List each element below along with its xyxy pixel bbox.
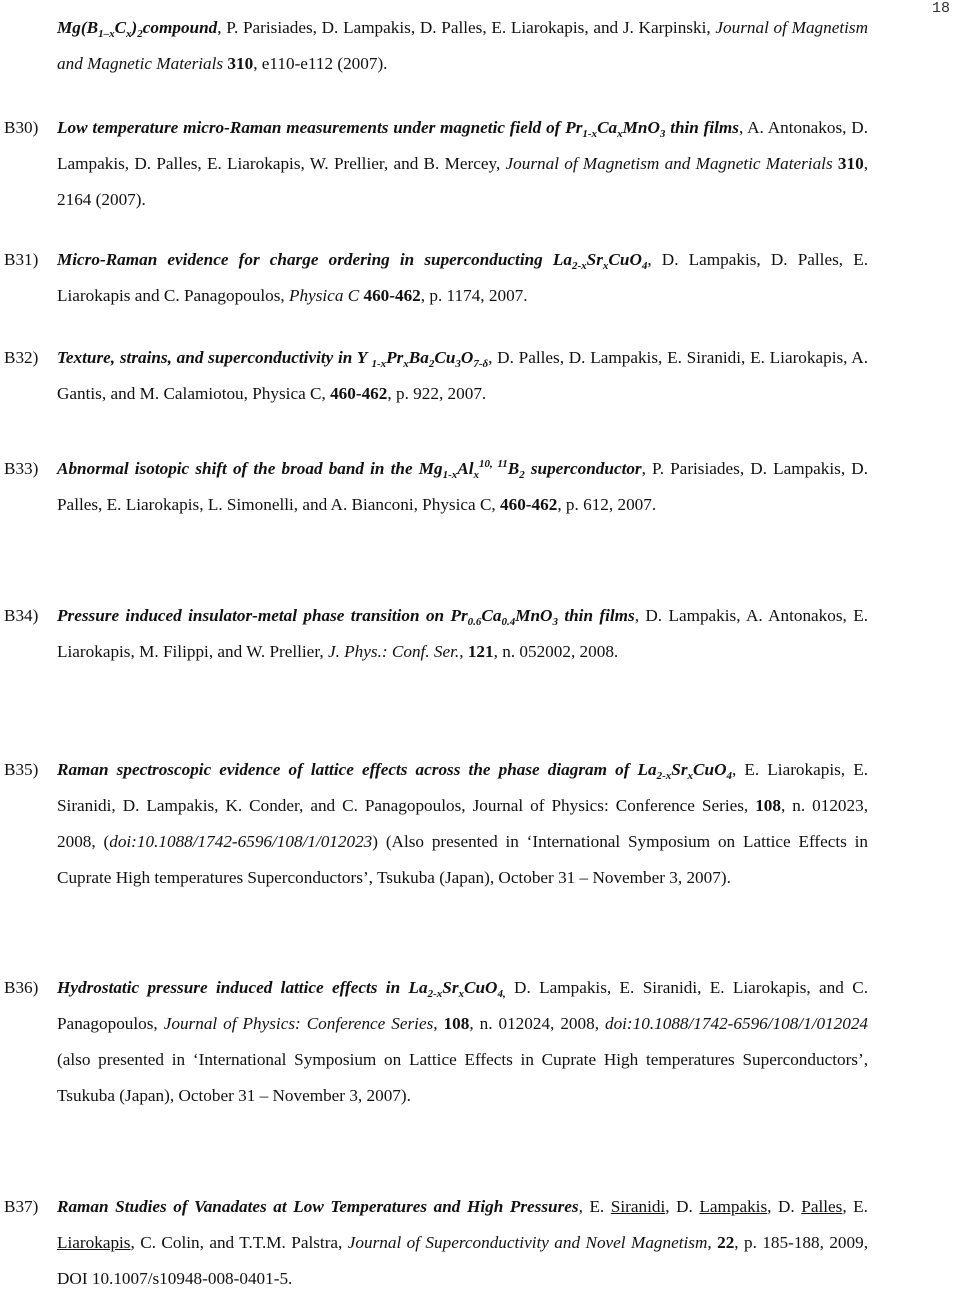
doi-link[interactable]: doi:10.1088/1742-6596/108/1/012023 [109, 832, 373, 851]
reference-title: Hydrostatic pressure induced lattice effects in $La_{2-x}Sr_xCuO_{4,}$ [57, 978, 506, 1000]
reference-id: B32) [4, 348, 39, 367]
reference-text: Abnormal isotopic shift of the broad band in the $Mg_{1-x}Al_x^{10, 11}B_2$ superconductor, P. Parisiades, D. Lampakis, D. Palles, E. Liarokapis, L. Simonelli, and A. Bianconi, Physica C, 460-462, p. 612, 2007. [57, 458, 868, 514]
reference-title: Micro-Raman evidence for charge ordering in superconducting $La_{2-x}Sr_xCuO_4$ [57, 250, 648, 272]
reference-title: Raman Studies of Vanadates at Low Temperatures and High Pressures [57, 1197, 579, 1216]
reference-id: B31) [4, 250, 39, 269]
volume: 108 [443, 1014, 470, 1033]
volume: 310 [837, 154, 864, 173]
reference-text: $Mg(B_{1-x}C_x)_2compound$, P. Parisiades, D. Lampakis, D. Palles, E. Liarokapis, and J. Karpinski, Journal of Magnetism and Magnetic Materials 310, e110-e112 (2007). [57, 18, 869, 73]
reference-title: Raman spectroscopic evidence of lattice effects across the phase diagram of $La_{2-x}Sr_xCuO_4$ [57, 760, 732, 782]
reference-title: $Mg(B_{1-x}C_x)_2compound$ [57, 18, 218, 40]
journal-name: Physica C [289, 286, 360, 305]
doi-link[interactable]: doi:10.1088/1742-6596/108/1/012024 [604, 1014, 869, 1033]
journal-name: Journal of Physics: Conference Series [163, 1014, 434, 1033]
page-number: 18 [931, 0, 950, 17]
volume: 121 [467, 642, 494, 661]
author-underlined: Liarokapis [57, 1233, 131, 1252]
journal-name: J. Phys.: Conf. Ser. [327, 642, 460, 661]
reference-text: Pressure induced insulator-metal phase transition on $Pr_{0.6}Ca_{0.4}MnO_3$ thin films, D. Lampakis, A. Antonakos, E. Liarokapis, M. Filippi, and W. Prellier, J. Phys.: Conf. Ser., 121, n. 052002, 2008. [57, 606, 868, 661]
reference-id: B37) [4, 1197, 39, 1216]
reference-id: B36) [4, 978, 39, 997]
reference-id: B34) [4, 606, 39, 625]
volume: 22 [717, 1233, 735, 1252]
journal-name: Journal of Superconductivity and Novel Magnetism [347, 1233, 708, 1252]
reference-title: Texture, strains, and superconductivity in Y $_{1-x}Pr_xBa_2Cu_3O_{7-\delta}$ [57, 348, 489, 370]
reference-text: Raman spectroscopic evidence of lattice effects across the phase diagram of $La_{2-x}Sr_xCuO_4$, E. Liarokapis, E. Siranidi, D. Lampakis, K. Conder, and C. Panagopoulos, Journal of Physics: Conference Series, 108, n. 012023, 2008, (doi:10.1088/1742-6596/108/1/012023) (Also presented in ‘International Symposium on Lattice Effects in Cuprate High temperatures Superconductors’, Tsukuba (Japan), October 31 – November 3, 2007). [57, 760, 868, 887]
volume: 460-462 [330, 384, 388, 403]
reference-text: Hydrostatic pressure induced lattice effects in $La_{2-x}Sr_xCuO_{4,}$ D. Lampakis, E. Siranidi, E. Liarokapis, and C. Panagopoulos, Journal of Physics: Conference Series, 108, n. 012024, 2008, doi:10.1088/1742-6596/108/1/012024 (also presented in ‘International Symposium on Lattice Effects in Cuprate High temperatures Superconductors’, Tsukuba (Japan), October 31 – November 3, 2007). [57, 978, 869, 1105]
reference-title: Pressure induced insulator-metal phase transition on $Pr_{0.6}Ca_{0.4}MnO_3$ thin films [57, 606, 635, 628]
reference-title: Abnormal isotopic shift of the broad band in the $Mg_{1-x}Al_x^{10, 11}B_2$ superconductor [57, 458, 642, 481]
reference-text: Micro-Raman evidence for charge ordering in superconducting $La_{2-x}Sr_xCuO_4$, D. Lampakis, D. Palles, E. Liarokapis and C. Panagopoulos, Physica C 460-462, p. 1174, 2007. [57, 250, 868, 305]
reference-id: B30) [4, 118, 39, 137]
reference-text: Low temperature micro-Raman measurements under magnetic field of $Pr_{1-x}Ca_xMnO_3$ thin films, A. Antonakos, D. Lampakis, D. Palles, E. Liarokapis, W. Prellier, and B. Mercey, Journal of Magnetism and Magnetic Materials 310, 2164 (2007). [57, 118, 868, 209]
volume: 108 [755, 796, 781, 815]
author-underlined: Palles [801, 1197, 843, 1216]
author-underlined: Lampakis [699, 1197, 768, 1216]
author-underlined: Siranidi [610, 1197, 666, 1216]
journal-name: Journal of Magnetism and Magnetic Materials [57, 18, 869, 73]
reference-title: Low temperature micro-Raman measurements under magnetic field of $Pr_{1-x}Ca_xMnO_3$ thin films [57, 118, 739, 140]
journal-name: Journal of Magnetism and Magnetic Materials [505, 154, 833, 173]
reference-id: B33) [4, 459, 39, 478]
volume: 310 [227, 54, 254, 73]
volume: 460-462 [500, 495, 558, 514]
volume: 460-462 [363, 286, 421, 305]
reference-text: Raman Studies of Vanadates at Low Temperatures and High Pressures, E. Siranidi, D. Lampakis, D. Palles, E. Liarokapis, C. Colin, and T.T.M. Palstra, Journal of Superconductivity and Novel Magnetism, 22, p. 185-188, 2009, DOI 10.1007/s10948-008-0401-5. [57, 1197, 868, 1288]
reference-id: B35) [4, 760, 39, 779]
reference-text: Texture, strains, and superconductivity in Y $_{1-x}Pr_xBa_2Cu_3O_{7-\delta}$, D. Palles, D. Lampakis, E. Siranidi, E. Liarokapis, A. Gantis, and M. Calamiotou, Physica C, 460-462, p. 922, 2007. [57, 348, 868, 403]
